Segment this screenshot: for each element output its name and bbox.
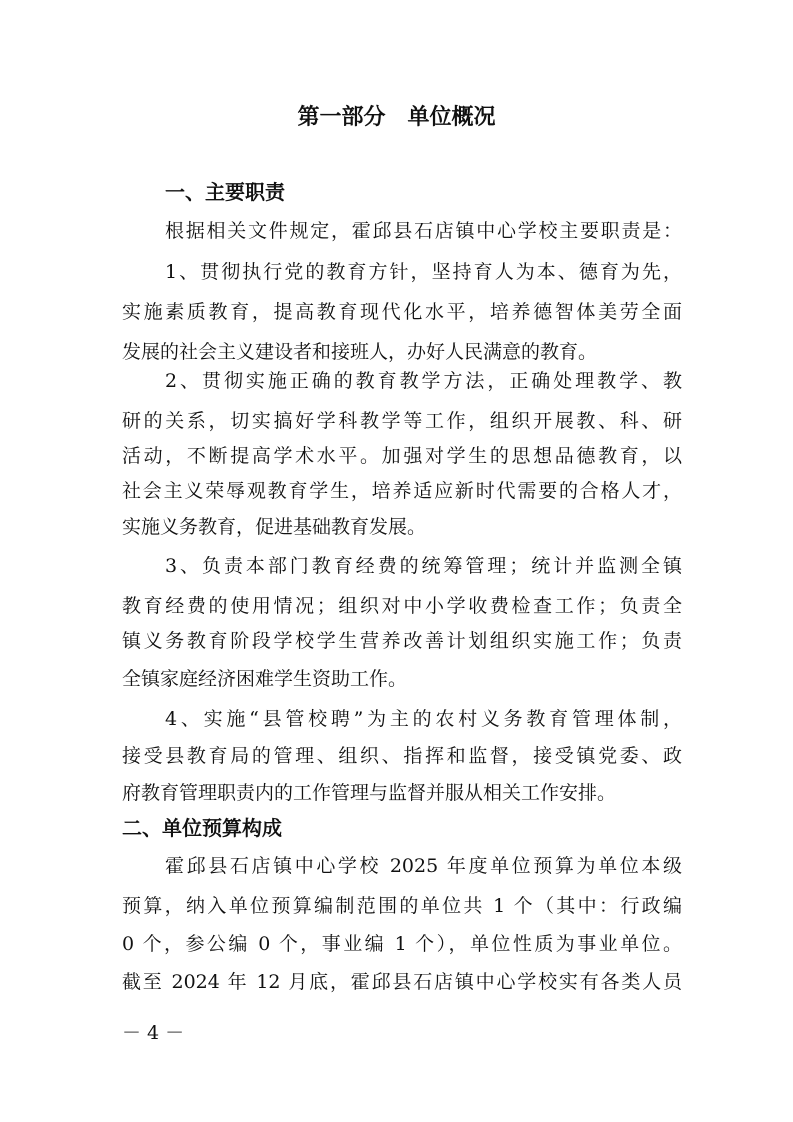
intro-line: 根据相关文件规定，霍邱县石店镇中心学校主要职责是： xyxy=(165,220,682,242)
item4-line-1: 4、实施“县管校聘”为主的农村义务教育管理体制， xyxy=(165,708,682,730)
section-heading-main-duties: 一、主要职责 xyxy=(165,180,285,204)
item1-line-1: 1、贯彻执行党的教育方针，坚持育人为本、德育为先， xyxy=(165,261,682,283)
item2-line-2: 研的关系，切实搞好学科教学等工作，组织开展教、科、研 xyxy=(122,410,682,432)
section-heading-budget-composition: 二、单位预算构成 xyxy=(122,816,282,840)
item3-line-1: 3、负责本部门教育经费的统筹管理；统计并监测全镇 xyxy=(165,555,682,577)
item1-line-2: 实施素质教育，提高教育现代化水平，培养德智体美劳全面 xyxy=(122,301,682,323)
item2-line-3: 活动，不断提高学术水平。加强对学生的思想品德教育，以 xyxy=(122,445,682,467)
page-number: － 4 － xyxy=(122,1022,185,1044)
budget-line-4: 截至 2024 年 12 月底，霍邱县石店镇中心学校实有各类人员 xyxy=(122,971,682,993)
item2-line-4: 社会主义荣辱观教育学生，培养适应新时代需要的合格人才， xyxy=(122,480,682,502)
item2-line-1: 2、贯彻实施正确的教育教学方法，正确处理教学、教 xyxy=(165,370,682,392)
item4-line-3: 府教育管理职责内的工作管理与监督并服从相关工作安排。 xyxy=(122,782,617,804)
budget-line-1: 霍邱县石店镇中心学校 2025 年度单位预算为单位本级 xyxy=(165,855,682,877)
item4-line-2: 接受县教育局的管理、组织、指挥和监督，接受镇党委、政 xyxy=(122,745,682,767)
item3-line-2: 教育经费的使用情况；组织对中小学收费检查工作；负责全 xyxy=(122,595,682,617)
page-title: 第一部分 单位概况 xyxy=(297,105,496,130)
item2-line-5: 实施义务教育，促进基础教育发展。 xyxy=(122,516,427,538)
item3-line-4: 全镇家庭经济困难学生资助工作。 xyxy=(122,668,408,690)
budget-line-3: 0 个，参公编 0 个，事业编 1 个），单位性质为事业单位。 xyxy=(122,933,682,955)
item3-line-3: 镇义务教育阶段学校学生营养改善计划组织实施工作；负责 xyxy=(122,630,682,652)
budget-line-2: 预算，纳入单位预算编制范围的单位共 1 个（其中：行政编 xyxy=(122,895,682,917)
item1-line-3: 发展的社会主义建设者和接班人，办好人民满意的教育。 xyxy=(122,341,598,363)
